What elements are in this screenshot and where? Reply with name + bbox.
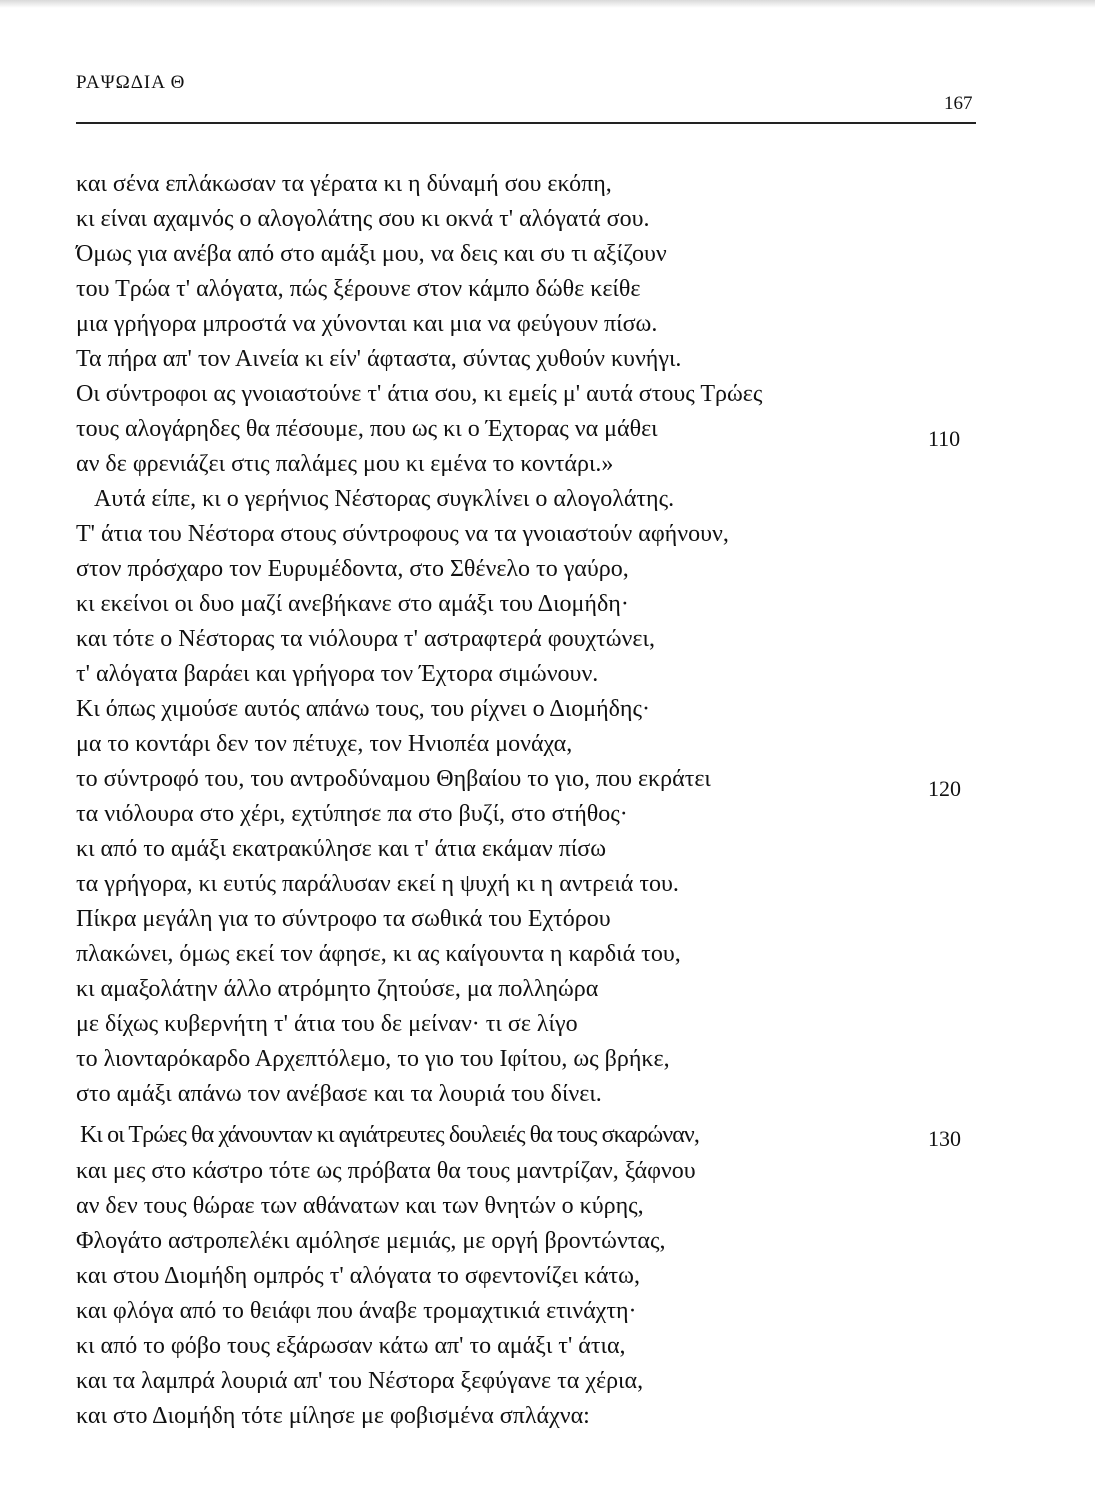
verse-line: και τότε ο Νέστορας τα νιόλουρα τ' αστραφτερά φουχτώνει, [76,626,655,652]
verse-line: μια γρήγορα μπροστά να χύνονται και μια να φεύγουν πίσω. [76,311,658,337]
verse-line: μα το κοντάρι δεν τον πέτυχε, τον Ηνιοπέα μονάχα, [76,731,573,757]
verse-line: τ' αλόγατα βαράει και γρήγορα τον Έχτορα σιμώνουν. [76,661,599,687]
verse-line: στον πρόσχαρο τον Ευρυμέδοντα, στο Σθένελο το γαύρο, [76,556,629,582]
verse-line: τα γρήγορα, κι ευτύς παράλυσαν εκεί η ψυχή κι η αντρειά του. [76,871,679,897]
verse-line: και φλόγα από το θειάφι που άναβε τρομαχτικιά ετινάχτη· [76,1298,637,1324]
verse-line: και σένα επλάκωσαν τα γέρατα κι η δύναμή σου εκόπη, [76,171,612,197]
verse-line: τους αλογάρηδες θα πέσουμε, που ως κι ο Έχτορας να μάθει [76,416,658,442]
verse-line: Κι όπως χιμούσε αυτός απάνω τους, του ρίχνει ο Διομήδης· [76,696,650,722]
verse-line: το σύντροφό του, του αντροδύναμου Θηβαίου το γιο, που εκράτει [76,766,711,792]
verse-line: αν δεν τους θώραε των αθάνατων και των θνητών ο κύρης, [76,1193,644,1219]
chapter-title: ΡΑΨΩΔΙΑ Θ [76,72,186,93]
verse-line: το λιονταρόκαρδο Αρχεπτόλεμο, το γιο του Ιφίτου, ως βρήκε, [76,1046,670,1072]
verse-line: Πίκρα μεγάλη για το σύντροφο τα σωθικά του Εχτόρου [76,906,611,932]
verse-line: κι αμαξολάτην άλλο ατρόμητο ζητούσε, μα πολληώρα [76,976,599,1002]
verse-line: και μες στο κάστρο τότε ως πρόβατα θα τους μαντρίζαν, ξάφνου [76,1158,696,1184]
verse-line: Οι σύντροφοι ας γνοιαστούνε τ' άτια σου, κι εμείς μ' αυτά στους Τρώες [76,381,763,407]
verse-line: αν δε φρενιάζει στις παλάμες μου κι εμένα το κοντάρι.» [76,451,614,477]
verse-line: Κι οι Τρώες θα χάνουνταν κι αγιάτρευτες δουλειές θα τους σκαρώναν, [80,1122,699,1148]
verse-line: και στο Διομήδη τότε μίλησε με φοβισμένα σπλάχνα: [76,1403,590,1429]
scan-edge-shadow [0,0,1095,8]
line-number: 110 [928,426,961,451]
verse-line: πλακώνει, όμως εκεί τον άφησε, κι ας καίγουντα η καρδιά του, [76,941,681,967]
verse-line: Φλογάτο αστροπελέκι αμόλησε μεμιάς, με οργή βροντώντας, [76,1228,666,1254]
verse-line: Όμως για ανέβα από στο αμάξι μου, να δεις και συ τι αξίζουν [76,241,667,267]
verse-line: και τα λαμπρά λουριά απ' του Νέστορα ξεφύγανε τα χέρια, [76,1368,644,1394]
verse-line: κι εκείνοι οι δυο μαζί ανεβήκανε στο αμάξι του Διομήδη· [76,591,629,617]
line-number: 130 [928,1126,961,1151]
verse-line: κι από το αμάξι εκατρακύλησε και τ' άτια εκάμαν πίσω [76,836,607,862]
line-number: 120 [928,776,961,801]
page-number: 167 [944,93,973,114]
verse-line: Τα πήρα απ' τον Αινεία κι είν' άφταστα, σύντας χυθούν κυνήγι. [76,346,682,372]
header-rule [76,122,976,124]
verse-line: τα νιόλουρα στο χέρι, εχτύπησε πα στο βυζί, στο στήθος· [76,801,628,827]
verse-line: κι από το φόβο τους εξάρωσαν κάτω απ' το αμάξι τ' άτια, [76,1333,626,1359]
verse-line: με δίχως κυβερνήτη τ' άτια του δε μείναν· τι σε λίγο [76,1011,578,1037]
verse-line: του Τρώα τ' αλόγατα, πώς ξέρουνε στον κάμπο δώθε κείθε [76,276,641,302]
verse-line: στο αμάξι απάνω τον ανέβασε και τα λουριά του δίνει. [76,1081,602,1107]
verse-line: και στου Διομήδη ομπρός τ' αλόγατα το σφεντονίζει κάτω, [76,1263,640,1289]
verse-line: Αυτά είπε, κι ο γερήνιος Νέστορας συγκλίνει ο αλογολάτης. [94,486,675,512]
verse-line: κι είναι αχαμνός ο αλογολάτης σου κι οκνά τ' αλόγατά σου. [76,206,650,232]
verse-line: Τ' άτια του Νέστορα στους σύντροφους να τα γνοιαστούν αφήνουν, [76,521,729,547]
